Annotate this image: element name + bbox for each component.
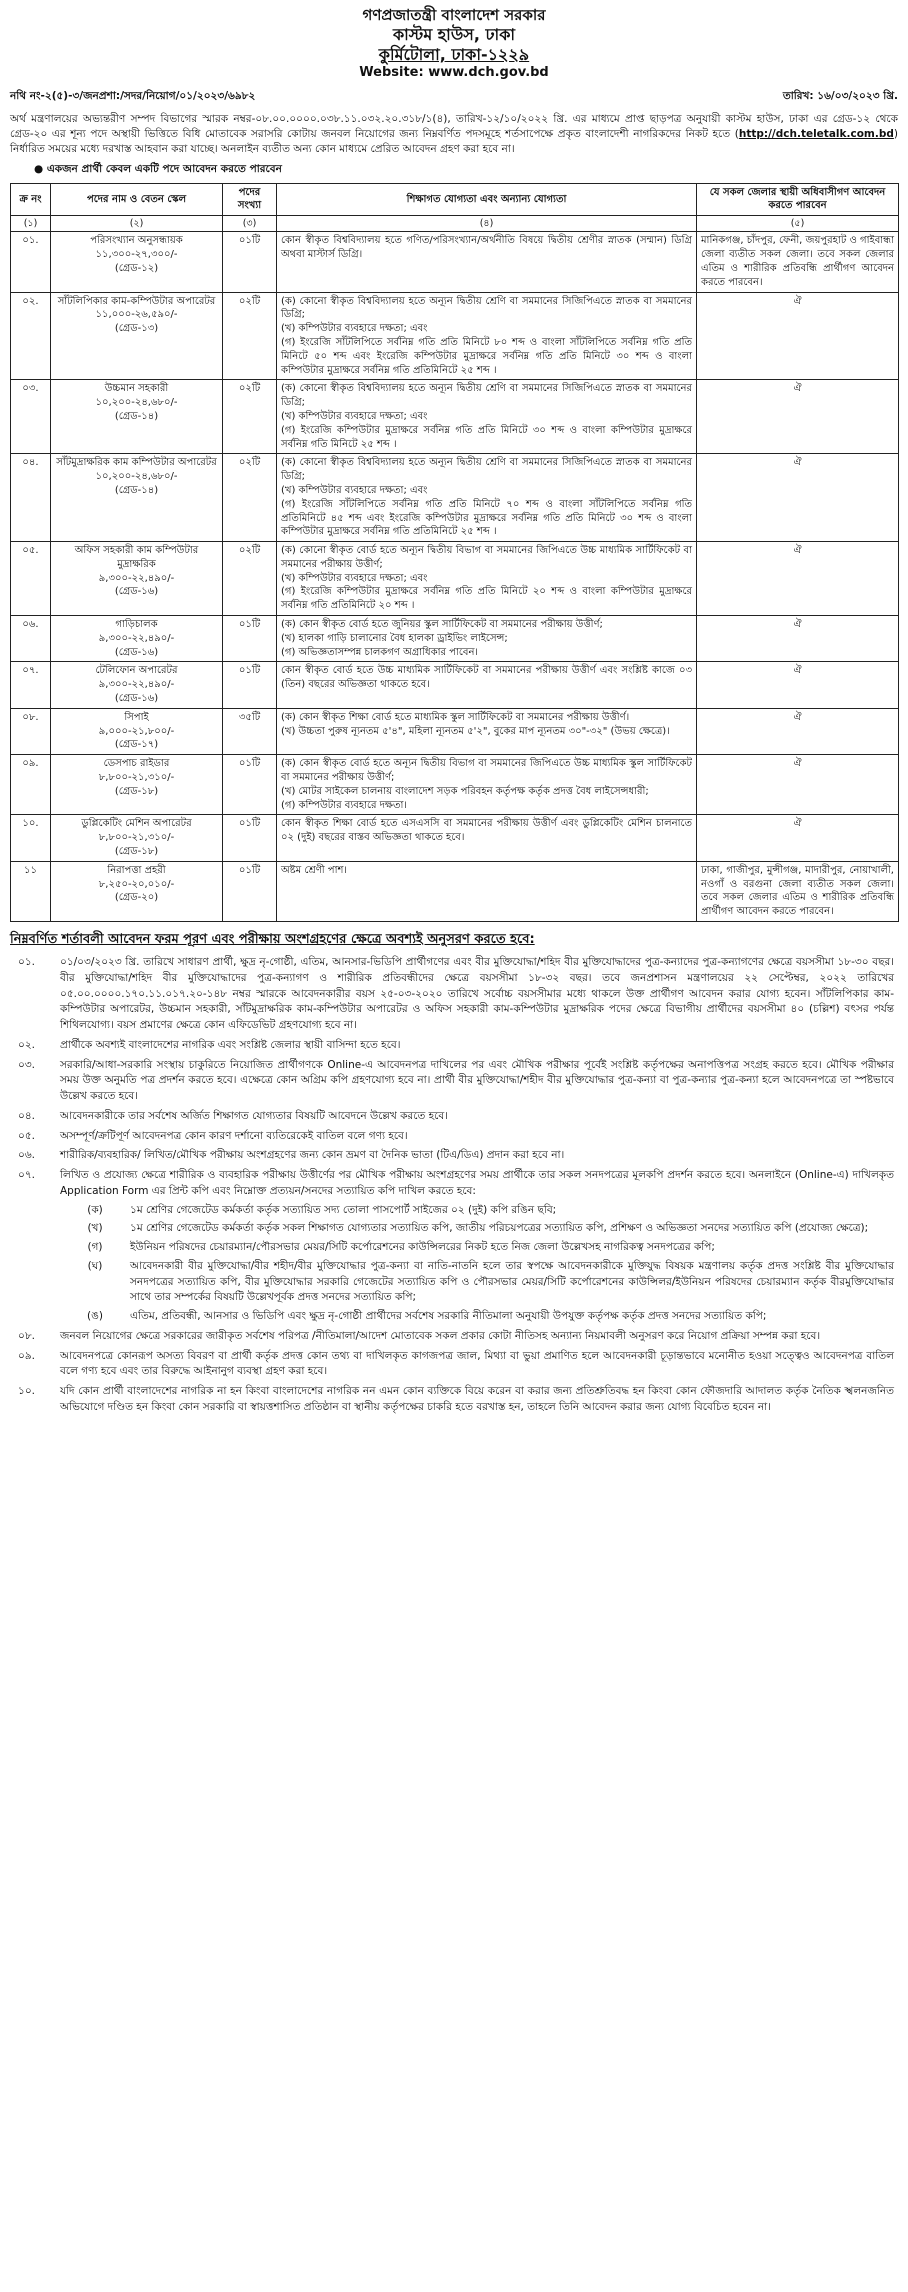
condition-body <box>60 1349 898 1381</box>
table-row <box>11 616 899 662</box>
condition-item <box>10 1384 898 1416</box>
table-row <box>11 542 899 616</box>
qualification-cell: (ক) কোনো স্বীকৃত বিশ্ববিদ্যালয় হতে অন্যূন দ্বিতীয় শ্রেণি বা সমমানের সিজিপিএতে স্নাতক বা সমমানের ডিগ্রি; (খ) কম্পিউটার ব্যবহারে দক্ষতা; এবং (গ) ইংরেজি কম্পিউটার মুদ্রাক্ষরে সর্বনিম্ন গতি প্রতি মিনিটে ৩০ শব্দ ও বাংলা কম্পিউটার মুদ্রাক্ষরে সর্বনিম্ন গতি মিনিটে ২৫ শব্দ । <box>277 380 697 454</box>
eligible-district-cell: ঢাকা, গাজীপুর, মুন্সীগঞ্জ, মাদারীপুর, নোয়াখালী, নওগাঁ ও বরগুনা জেলা ব্যতীত সকল জেলা। তবে সকল জেলার এতিম ও শারীরিক প্রতিবন্ধি প্রার্থীগণ আবেদন করতে পারবেন। <box>697 861 899 921</box>
table-row <box>11 861 899 921</box>
condition-sub-item <box>60 1221 894 1237</box>
condition-body <box>60 1129 898 1145</box>
condition-text: অসম্পূর্ণ/ক্রটিপূর্ণ আবেদনপত্র কোন কারণ দর্শানো ব্যতিরেকেই বাতিল বলে গণ্য হবে। <box>60 1129 408 1142</box>
qualification-cell: (ক) কোন স্বীকৃত বোর্ড হতে অন্যূন দ্বিতীয় বিভাগ বা সমমানের জিপিএতে উচ্চ মাধ্যমিক স্কুল সার্টিফিকেট বা সমমানের পরীক্ষায় উত্তীর্ণ; (খ) মোটর সাইকেল চালনায় বাংলাদেশ সড়ক পরিবহন কর্তৃপক্ষ কর্তৃক প্রদত্ত বৈধ লাইসেন্সধারী; (গ) কম্পিউটার ব্যবহারে দক্ষতা। <box>277 755 697 815</box>
eligible-district-cell: ঐ <box>697 542 899 616</box>
sub-item-text: ১ম শ্রেণির গেজেটেড কর্মকর্তা কর্তৃক সকল শিক্ষাগত যোগ্যতার সত্যায়িত কপি, জাতীয় পরিচয়পত্রের সত্যায়িত কপি, প্রশিক্ষণ ও অভিজ্ঞতা সনদের সত্যায়িত কপি (প্রযোজ্য ক্ষেত্রে); <box>130 1222 869 1235</box>
eligible-district-cell: ঐ <box>697 662 899 708</box>
post-name-cell: সাঁটমুদ্রাক্ষরিক কাম কম্পিউটার অপারেটর ১০,২০০-২৪,৬৮০/- (গ্রেড-১৪) <box>51 454 223 542</box>
post-name-cell: পরিসংখ্যান অনুসন্ধায়ক ১১,৩০০-২৭,৩০০/- (গ্রেড-১২) <box>51 232 223 292</box>
table-row <box>11 662 899 708</box>
sub-item-number: (ঙ) <box>87 1310 103 1323</box>
eligible-district-cell: ঐ <box>697 708 899 754</box>
serial-cell: ০৩. <box>11 380 51 454</box>
condition-number: ০২. <box>18 1038 35 1051</box>
table-row <box>11 708 899 754</box>
intro-text-1: অর্থ মন্ত্রণালয়ের অভ্যন্তরীণ সম্পদ বিভাগের স্মারক নম্বর-০৮.০০.০০০০.০৩৮.১১.০৩২.২০.৩১৮/১(৪), তারিখ-১২/১০/২০২২ খ্রি. এর মাধ্যমে প্রাপ্ত ছাড়পত্র অনুযায়ী কাস্টম হাউস, ঢাকা এর গ্রেড-১২ থেকে গ্রেড-২০ এর শূন্য পদে অস্থায়ী ভিত্তিতে বিধি মোতাবেক সরাসরি কোটায় জনবল নিয়োগের জন্য নিম্নবর্ণিত পদসমূহে শর্তসাপেক্ষে প্রকৃত বাংলাদেশী নাগরিকদের নিকট হতে ( <box>10 113 898 141</box>
table-row <box>11 232 899 292</box>
sub-item-number: (গ) <box>87 1241 103 1254</box>
condition-text: আবেদনকারীকে তার সর্বশেষ অর্জিত শিক্ষাগত যোগ্যতার বিষয়টি আবেদনে উল্লেখ করতে হবে। <box>60 1109 448 1122</box>
condition-body <box>60 1148 898 1164</box>
condition-number: ০৬. <box>18 1149 35 1162</box>
serial-cell: ১১ <box>11 861 51 921</box>
conditions-title: নিম্নবর্ণিত শর্তাবলী আবেদন ফরম পূরণ এবং পরীক্ষায় অংশগ্রহণের ক্ষেত্রে অবশ্যই অনুসরণ করতে হবে: <box>10 932 535 948</box>
posts-table-body <box>11 232 899 922</box>
serial-cell: ১০. <box>11 815 51 861</box>
post-count-cell: ০১টি <box>223 861 277 921</box>
post-name-cell: ডেসপাচ রাইডার ৮,৮০০-২১,৩১০/- (গ্রেড-১৮) <box>51 755 223 815</box>
sub-item-text: আবেদনকারী বীর মুক্তিযোদ্ধা/বীর শহীদ/বীর মুক্তিযোদ্ধার পুত্র-কন্যা বা নাতি-নাতনি হলে তার স্বপক্ষে আবেদনকারীকে মুক্তিযুদ্ধ বিষয়ক মন্ত্রণালয় কর্তৃক প্রদত্ত সংশ্লিষ্ট বীর মুক্তিযোদ্ধার সনদপত্রের সত্যায়িত কপি, বীর মুক্তিযোদ্ধার সরকারি গেজেটের সত্যায়িত কপি ও পৌরসভার মেয়র/সিটি কর্পোরেশনের কাউন্সিলর/ইউনিয়ন পরিষদের চেয়ারম্যান কর্তৃক বীরমুক্তিযোদ্ধার সাথে তার সম্পর্কের বিষয়টি উল্লেখপূর্বক প্রদত্ত সনদের সত্যায়িত কপি; <box>130 1259 894 1304</box>
col-header-serial: ক্র নং <box>11 183 51 216</box>
serial-cell: ০৮. <box>11 708 51 754</box>
qualification-cell: কোন স্বীকৃত বিশ্ববিদ্যালয় হতে গণিত/পরিসংখ্যান/অর্থনীতি বিষয়ে দ্বিতীয় শ্রেণীর স্নাতক (সম্মান) ডিগ্রি অথবা মাস্টার্স ডিগ্রি। <box>277 232 697 292</box>
serial-cell: ০৫. <box>11 542 51 616</box>
qualification-cell: অষ্টম শ্রেণী পাশ। <box>277 861 697 921</box>
office-name: কাস্টম হাউস, ঢাকা <box>392 24 516 44</box>
government-name: গণপ্রজাতন্ত্রী বাংলাদেশ সরকার <box>362 6 546 24</box>
condition-body <box>60 1058 898 1105</box>
post-count-cell: ০২টি <box>223 454 277 542</box>
col-number: (২) <box>51 216 223 232</box>
one-post-note: ● একজন প্রার্থী কেবল একটি পদে আবেদন করতে পারবেন <box>34 162 282 175</box>
condition-number: ০৯. <box>18 1349 35 1362</box>
condition-body <box>60 1168 898 1325</box>
col-header-count: পদের সংখ্যা <box>223 183 277 216</box>
condition-number: ০৪. <box>18 1109 35 1122</box>
condition-item <box>10 1109 898 1125</box>
condition-number: ০৩. <box>18 1058 35 1071</box>
qualification-cell: (ক) কোনো স্বীকৃত বিশ্ববিদ্যালয় হতে অন্যূন দ্বিতীয় শ্রেণি বা সমমানের সিজিপিএতে স্নাতক বা সমমানের ডিগ্রি; (খ) কম্পিউটার ব্যবহারে দক্ষতা; এবং (গ) ইংরেজি সাঁটলিপিতে সর্বনিম্ন গতি প্রতি মিনিটে ৭০ শব্দ ও বাংলা সাঁটলিপিতে সর্বনিম্ন গতি প্রতিমিনিটে ৪৫ শব্দ এবং ইংরেজি কম্পিউটার মুদ্রাক্ষরে সর্বনিম্ন গতি প্রতি মিনিটে ৩০ শব্দ ও বাংলা কম্পিউটার মুদ্রাক্ষরে সর্বনিম্ন গতি প্রতিমিনিটে ২৫ শব্দ । <box>277 454 697 542</box>
eligible-district-cell: মানিকগঞ্জ, চাঁদপুর, ফেনী, জয়পুরহাট ও গাইবান্ধা জেলা ব্যতীত সকল জেলা। তবে সকল জেলার এতিম ও শারীরিক প্রতিবন্ধি প্রার্থীগণ আবেদন করতে পারবেন। <box>697 232 899 292</box>
table-row <box>11 292 899 380</box>
serial-cell: ০২. <box>11 292 51 380</box>
condition-body <box>60 1109 898 1125</box>
col-number: (৪) <box>277 216 697 232</box>
eligible-district-cell: ঐ <box>697 815 899 861</box>
condition-text: জনবল নিয়োগের ক্ষেত্রে সরকারের জারীকৃত সর্বশেষ পরিপত্র /নীতিমালা/আদেশ মোতাবেক সকল প্রকার কোটা নীতিসহ অন্যান্য নিয়মাবলী অনুসরণ করে নিয়োগ প্রক্রিয়া সম্পন্ন করা হবে। <box>60 1329 821 1342</box>
post-count-cell: ০১টি <box>223 616 277 662</box>
condition-sub-item <box>60 1203 894 1219</box>
serial-cell: ০৬. <box>11 616 51 662</box>
condition-sub-item <box>60 1309 894 1325</box>
sub-item-text: এতিম, প্রতিবন্ধী, আনসার ও ভিডিপি এবং ক্ষুদ্র নৃ-গোষ্ঠী প্রার্থীদের সর্বশেষ সরকারি নীতিমালা অনুযায়ী উপযুক্ত কর্তৃপক্ষ কর্তৃক প্রদত্ত সনদের সত্যায়িত কপি; <box>130 1310 767 1323</box>
intro-text-2: ) নির্ধারিত সময়ের মধ্যে দরখাস্ত আহবান করা যাচ্ছে। অনলাইন ব্যতীত অন্য কোন মাধ্যমে প্রেরিত আবেদন গ্রহণ করা হবে না। <box>10 128 898 156</box>
condition-body <box>60 1038 898 1054</box>
post-count-cell: ০২টি <box>223 380 277 454</box>
sub-item-number: (ঘ) <box>87 1259 103 1272</box>
memo-reference: নথি নং-২(৫)-৩/জনপ্রশা:/সদর/নিয়োগ/০১/২০২৩/৬৯৮২ <box>10 90 256 102</box>
qualification-cell: কোন স্বীকৃত বোর্ড হতে উচ্চ মাধ্যমিক সার্টিফিকেট বা সমমানের পরীক্ষায় উত্তীর্ণ এবং সংশ্লিষ্ট কাজে ০৩ (তিন) বছরের অভিজ্ঞতা থাকতে হবে। <box>277 662 697 708</box>
post-name-cell: গাড়িচালক ৯,৩০০-২২,৪৯০/- (গ্রেড-১৬) <box>51 616 223 662</box>
condition-sub-item <box>60 1259 894 1306</box>
condition-text: আবেদনপত্রে কোনরূপ অসত্য বিবরণ বা প্রার্থী কর্তৃক প্রদত্ত কোন তথ্য বা দাখিলকৃত কাগজপত্র জাল, মিথ্যা বা ভুয়া প্রমাণিত হলে আবেদনকারী চূড়ান্তভাবে মনোনীত হওয়া সত্ত্বেও আবেদনপত্র বাতিল বলে গণ্য হবে এবং তার বিরুদ্ধে আইনানুগ ব্যবস্থা গ্রহণ করা হবে। <box>60 1349 894 1378</box>
table-numbering-row <box>11 216 899 232</box>
eligible-district-cell: ঐ <box>697 755 899 815</box>
table-row <box>11 815 899 861</box>
qualification-cell: কোন স্বীকৃত শিক্ষা বোর্ড হতে এসএসসি বা সমমানের পরীক্ষায় উত্তীর্ণ এবং ডুপ্লিকেটিং মেশিন চালনাতে ০২ (দুই) বছরের বাস্তব অভিজ্ঞতা থাকতে হবে। <box>277 815 697 861</box>
condition-number: ০৫. <box>18 1129 35 1142</box>
condition-item <box>10 1168 898 1325</box>
col-number: (৫) <box>697 216 899 232</box>
col-number: (৩) <box>223 216 277 232</box>
serial-cell: ০৭. <box>11 662 51 708</box>
eligible-district-cell: ঐ <box>697 380 899 454</box>
memo-date: তারিখ: ১৬/০৩/২০২৩ খ্রি. <box>782 90 898 102</box>
post-name-cell: নিরাপত্তা প্রহরী ৮,২৫০-২০,০১০/- (গ্রেড-২০) <box>51 861 223 921</box>
condition-item <box>10 955 898 1034</box>
post-name-cell: অফিস সহকারী কাম কম্পিউটার মুদ্রাক্ষরিক ৯,৩০০-২২,৪৯০/- (গ্রেড-১৬) <box>51 542 223 616</box>
sub-item-number: (খ) <box>87 1222 103 1235</box>
condition-number: ০৮. <box>18 1329 35 1342</box>
condition-body <box>60 1384 898 1416</box>
condition-item <box>10 1129 898 1145</box>
conditions-list <box>10 955 898 1416</box>
eligible-district-cell: ঐ <box>697 454 899 542</box>
qualification-cell: (ক) কোনো স্বীকৃত বিশ্ববিদ্যালয় হতে অন্যূন দ্বিতীয় শ্রেণি বা সমমানের সিজিপিএতে স্নাতক বা সমমানের ডিগ্রি; (খ) কম্পিউটার ব্যবহারে দক্ষতা; এবং (গ) ইংরেজি সাঁটলিপিতে সর্বনিম্ন গতি প্রতি মিনিটে ৮০ শব্দ ও বাংলা সাঁটলিপিতে সর্বনিম্ন গতি প্রতি মিনিটে ৫০ শব্দ এবং ইংরেজি কম্পিউটার মুদ্রাক্ষরে সর্বনিম্ন গতি প্রতি মিনিটে ৩০ শব্দ ও বাংলা কম্পিউটার মুদ্রাক্ষরে সর্বনিম্ন গতি প্রতিমিনিটে ২৫ শব্দ । <box>277 292 697 380</box>
condition-body <box>60 955 898 1034</box>
post-count-cell: ০১টি <box>223 755 277 815</box>
post-count-cell: ০১টি <box>223 662 277 708</box>
post-count-cell: ০২টি <box>223 542 277 616</box>
condition-item <box>10 1329 898 1345</box>
post-name-cell: উচ্চমান সহকারী ১০,২০০-২৪,৬৮০/- (গ্রেড-১৪) <box>51 380 223 454</box>
post-name-cell: সিপাই ৯,০০০-২১,৮০০/- (গ্রেড-১৭) <box>51 708 223 754</box>
condition-item <box>10 1058 898 1105</box>
eligible-district-cell: ঐ <box>697 616 899 662</box>
condition-item <box>10 1038 898 1054</box>
condition-item <box>10 1349 898 1381</box>
application-url-link[interactable]: http://dch.teletalk.com.bd <box>738 128 894 141</box>
condition-text: লিখিত ও প্রযোজ্য ক্ষেত্রে শারীরিক ও ব্যবহারিক পরীক্ষায় উত্তীর্ণের পর মৌখিক পরীক্ষায় অংশগ্রহণের সময় প্রার্থীকে তার সকল সনদপত্রের মূলকপি প্রদর্শন করতে হবে। অনলাইনে (Online-এ) দাখিলকৃত Application Form এর প্রিন্ট কপি এবং নিম্নোক্ত প্রত্যয়ন/সনদের সত্যায়িত কপি দাখিল করতে হবে: <box>60 1169 894 1197</box>
qualification-cell: (ক) কোন স্বীকৃত বোর্ড হতে জুনিয়র স্কুল সার্টিফিকেট বা সমমানের পরীক্ষায় উত্তীর্ণ; (খ) হালকা গাড়ি চালানোর বৈধ হালকা ড্রাইভিং লাইসেন্স; (গ) অভিজ্ঞতাসম্পন্ন চালকগণ অগ্রাধিকার পাবেন। <box>277 616 697 662</box>
post-count-cell: ০১টি <box>223 815 277 861</box>
post-count-cell: ০১টি <box>223 232 277 292</box>
condition-body <box>60 1329 898 1345</box>
sub-item-text: ইউনিয়ন পরিষদের চেয়ারম্যান/পৌরসভার মেয়র/সিটি কর্পোরেশনের কাউন্সিলরের নিকট হতে নিজ জেলা উল্লেখসহ নাগরিকত্ব সনদপত্রের কপি; <box>130 1241 715 1254</box>
intro-paragraph <box>10 112 898 158</box>
condition-text: প্রার্থীকে অবশ্যই বাংলাদেশের নাগরিক এবং সংশ্লিষ্ট জেলার স্থায়ী বাসিন্দা হতে হবে। <box>60 1038 401 1051</box>
qualification-cell: (ক) কোনো স্বীকৃত বোর্ড হতে অন্যূন দ্বিতীয় বিভাগ বা সমমানের জিপিএতে উচ্চ মাধ্যমিক সার্টিফিকেট বা সমমানের পরীক্ষায় উত্তীর্ণ; (খ) কম্পিউটার ব্যবহারে দক্ষতা; এবং (গ) ইংরেজি কম্পিউটার মুদ্রাক্ষরে সর্বনিম্ন গতি প্রতি মিনিটে ২০ শব্দ ও বাংলা কম্পিউটার মুদ্রাক্ষরে সর্বনিম্ন গতি প্রতিমিনিটে ২০ শব্দ । <box>277 542 697 616</box>
table-row <box>11 454 899 542</box>
col-number: (১) <box>11 216 51 232</box>
posts-table <box>10 183 899 922</box>
condition-text: সরকারি/আধা-সরকারি সংস্থায় চাকুরিতে নিয়োজিত প্রার্থীগণকে Online-এ আবেদনপত্র দাখিলের পর এবং মৌখিক পরীক্ষার পূর্বেই সংশ্লিষ্ট কর্তৃপক্ষের অনাপত্তিপত্র সংগ্রহ করতে হবে। মৌখিক পরীক্ষার সময় উক্ত অনুমতি পত্র প্রদর্শন করতে হবে। এক্ষেত্রে কোন অগ্রিম কপি গ্রহণযোগ্য হবে না। প্রার্থী বীর মুক্তিযোদ্ধা/শহীদ বীর মুক্তিযোদ্ধার পুত্র-কন্যা বা পুত্র-কন্যার পুত্র-কন্যা হলে আবেদনপত্রে তা স্পষ্টভাবে উল্লেখ করতে হবে। <box>60 1058 894 1103</box>
qualification-cell: (ক) কোন স্বীকৃত শিক্ষা বোর্ড হতে মাধ্যমিক স্কুল সার্টিফিকেট বা সমমানের পরীক্ষায় উত্তীর্ণ। (খ) উচ্চতা পুরুষ ন্যূনতম ৫'৪", মহিলা ন্যূনতম ৫'২", বুকের মাপ ন্যূনতম ৩০"-৩২" (উভয় ক্ষেত্রে)। <box>277 708 697 754</box>
post-name-cell: ডুপ্লিকেটিং মেশিন অপারেটর ৮,৮০০-২১,৩১০/- (গ্রেড-১৮) <box>51 815 223 861</box>
condition-text: যদি কোন প্রার্থী বাংলাদেশের নাগরিক না হন কিংবা বাংলাদেশের নাগরিক নন এমন কোন ব্যক্তিকে বিয়ে করেন বা করার জন্য প্রতিশ্রুতিবদ্ধ হন কিংবা কোন ফৌজদারি আদালত কর্তৃক নৈতিক স্খলনজনিত অভিযোগে দণ্ডিত হন কিংবা কোন সরকারি বা স্বায়ত্তশাসিত প্রতিষ্ঠান বা স্থানীয় কর্তৃপক্ষের চাকরি হতে বরখাস্ত হন, তাহলে তিনি আবেদন করার জন্য যোগ্য বিবেচিত হবেন না। <box>60 1385 894 1413</box>
sub-item-number: (ক) <box>87 1203 103 1216</box>
website-line: Website: www.dch.gov.bd <box>359 64 549 80</box>
condition-item <box>10 1148 898 1164</box>
post-name-cell: সাঁটলিপিকার কাম-কম্পিউটার অপারেটর ১১,০০০-২৬,৫৯০/- (গ্রেড-১৩) <box>51 292 223 380</box>
condition-number: ০৭. <box>18 1169 35 1182</box>
memo-line <box>10 89 898 106</box>
post-name-cell: টেলিফোন অপারেটর ৯,৩০০-২২,৪৯০/- (গ্রেড-১৬) <box>51 662 223 708</box>
serial-cell: ০৪. <box>11 454 51 542</box>
table-header-row <box>11 183 899 216</box>
serial-cell: ০৯. <box>11 755 51 815</box>
condition-sub-item <box>60 1240 894 1256</box>
eligible-district-cell: ঐ <box>697 292 899 380</box>
condition-number: ১০. <box>18 1385 35 1398</box>
condition-number: ০১. <box>18 956 35 969</box>
post-count-cell: ০২টি <box>223 292 277 380</box>
col-header-district: যে সকল জেলার স্থায়ী অধিবাসীগণ আবেদন করতে পারবেন <box>697 183 899 216</box>
letterhead <box>10 6 898 81</box>
col-header-qualification: শিক্ষাগত যোগ্যতা এবং অন্যান্য যোগ্যতা <box>277 183 697 216</box>
serial-cell: ০১. <box>11 232 51 292</box>
office-address: কুর্মিটোলা, ঢাকা-১২২৯ <box>378 44 530 64</box>
table-row <box>11 380 899 454</box>
sub-item-text: ১ম শ্রেণির গেজেটেড কর্মকর্তা কর্তৃক সত্যায়িত সদ্য তোলা পাসপোর্ট সাইজের ০২ (দুই) কপি রঙিন ছবি; <box>130 1203 557 1216</box>
condition-text: শারীরিক/ব্যবহারিক/ লিখিত/মৌখিক পরীক্ষায় অংশগ্রহণের জন্য কোন ভ্রমণ বা দৈনিক ভাতা (টিএ/ডিএ) প্রদান করা হবে না। <box>60 1149 565 1162</box>
post-count-cell: ৩৫টি <box>223 708 277 754</box>
table-row <box>11 755 899 815</box>
col-header-post: পদের নাম ও বেতন স্কেল <box>51 183 223 216</box>
condition-text: ০১/০৩/২০২৩ খ্রি. তারিখে সাধারণ প্রার্থী, ক্ষুদ্র নৃ-গোষ্ঠী, এতিম, আনসার-ভিডিপি প্রার্থীগণের এবং বীর মুক্তিযোদ্ধা/শহিদ বীর মুক্তিযোদ্ধাদের পুত্র-কন্যাদের পুত্র-কন্যাগণের ক্ষেত্রে বয়সসীমা ১৮-৩০ বছর। বীর মুক্তিযোদ্ধা/শহিদ বীর মুক্তিযোদ্ধাদের পুত্র-কন্যাগণ ও শারীরিক প্রতিবন্ধীদের ক্ষেত্রে বয়সসীমা ১৮-৩২ বছর। তবে জনপ্রশাসন মন্ত্রণালয়ের ২২ সেপ্টেম্বর, ২০২২ তারিখের ০৫.০০.০০০০.১৭০.১১.০১৭.২০-১৪৮ নম্বর স্মারকে আবেদনকারীর বয়স ২৫-০৩-২০২০ তারিখে সর্বোচ্চ বয়সসীমার মধ্যে থাকলে উক্ত প্রার্থীগণ আবেদন করার যোগ্য হবেন। সাঁটলিপিকার কাম-কম্পিউটার অপারেটর, উচ্চমান সহকারী, সাঁটমুদ্রাক্ষরিক কাম-কম্পিউটার অপারেটর ও অফিস সহকারী কাম-কম্পিউটার মুদ্রাক্ষরিক পদের ক্ষেত্রে বিভাগীয় প্রার্থীদের বয়সসীমা ৪০ (চল্লিশ) বৎসর পর্যন্ত শিথিলযোগ্য। বয়স প্রমাণের ক্ষেত্রে কোন এফিডেভিট গ্রহণযোগ্য হবে না। <box>60 956 894 1032</box>
